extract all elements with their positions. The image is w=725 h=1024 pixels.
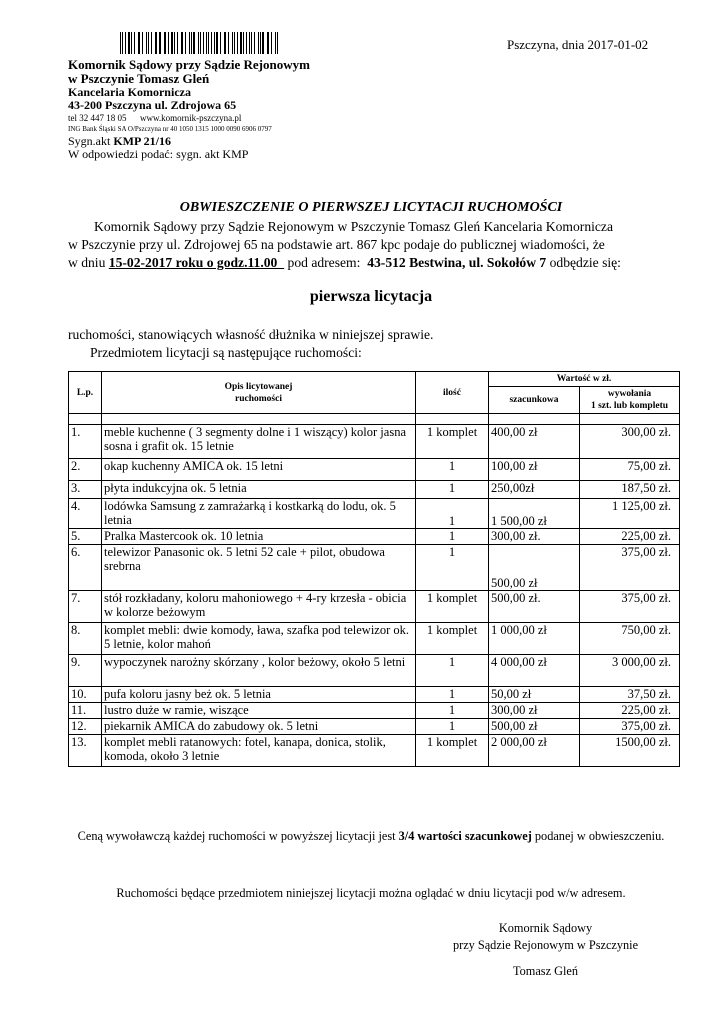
case-prefix: Sygn.akt: [68, 134, 114, 148]
row-number: 11.: [69, 703, 102, 719]
header-estimated: szacunkowa: [489, 387, 580, 414]
viewing-note: Ruchomości będące przedmiotem niniejszej licytacji można oglądać w dniu licytacji pod w/w adresem.: [116, 886, 626, 900]
intro-text: w dniu: [68, 255, 109, 270]
property-line: ruchomości, stanowiących własność dłużnika w niniejszej sprawie.: [68, 327, 434, 342]
signature-name: Tomasz Gleń: [512, 964, 579, 978]
barcode: [120, 32, 280, 54]
row-quantity: 1: [416, 499, 489, 529]
row-quantity: 1: [416, 719, 489, 735]
table-row: [69, 735, 680, 767]
row-estimated-value: 300,00 zł.: [489, 529, 580, 545]
table-row: [69, 687, 680, 703]
row-number: 9.: [69, 655, 102, 687]
table-row: [69, 545, 680, 591]
reply-note: W odpowiedzi podać: sygn. akt KMP: [68, 147, 249, 161]
row-quantity: 1: [416, 545, 489, 591]
row-estimated-value: 250,00zł: [489, 481, 580, 499]
row-number: 4.: [69, 499, 102, 529]
row-quantity: 1: [416, 529, 489, 545]
row-estimated-value: 1 500,00 zł: [489, 499, 580, 529]
header-starting-price-l1: wywołania: [607, 389, 652, 399]
row-starting-price: 37,50 zł.: [580, 687, 680, 703]
row-estimated-value: 4 000,00 zł: [489, 655, 580, 687]
table-row: [69, 425, 680, 459]
signature-block: [443, 920, 648, 954]
table-row: [69, 499, 680, 529]
table-row: [69, 459, 680, 481]
row-starting-price: 375,00 zł.: [580, 719, 680, 735]
auction-date: 15-02-2017 roku o godz.11.00: [108, 255, 285, 270]
row-number: 10.: [69, 687, 102, 703]
row-description: stół rozkładany, koloru mahoniowego + 4-ry krzesła - obicia w kolorze beżowym: [102, 591, 416, 623]
table-row: [69, 481, 680, 499]
row-estimated-value: 2 000,00 zł: [489, 735, 580, 767]
case-number: KMP 21/16: [113, 134, 172, 148]
header-quantity: ilość: [416, 372, 489, 414]
row-number: 7.: [69, 591, 102, 623]
property-paragraph: [68, 326, 433, 362]
row-starting-price: 300,00 zł.: [580, 425, 680, 459]
row-quantity: 1: [416, 687, 489, 703]
row-quantity: 1 komplet: [416, 735, 489, 767]
row-starting-price: 375,00 zł.: [580, 545, 680, 591]
row-description: telewizor Panasonic ok. 5 letni 52 cale + pilot, obudowa srebrna: [102, 545, 416, 591]
table-row: [69, 529, 680, 545]
notice-title: OBWIESZCZENIE O PIERWSZEJ LICYTACJI RUCHOMOŚCI: [179, 200, 563, 215]
row-quantity: 1 komplet: [416, 623, 489, 655]
header-description-l1: Opis licytowanej: [224, 381, 293, 392]
table-row: [69, 719, 680, 735]
intro-line2: w Pszczynie przy ul. Zdrojowej 65 na podstawie art. 867 kpc podaje do publicznej wiadomości, że: [68, 237, 605, 252]
row-estimated-value: 100,00 zł: [489, 459, 580, 481]
table-row: [69, 591, 680, 623]
row-quantity: 1: [416, 655, 489, 687]
row-starting-price: 225,00 zł.: [580, 703, 680, 719]
header-description-l2: ruchomości: [235, 393, 282, 404]
row-estimated-value: 50,00 zł: [489, 687, 580, 703]
row-description: pufa koloru jasny beż ok. 5 letnia: [102, 687, 416, 703]
table-row: [69, 655, 680, 687]
header-starting-price-l2: 1 szt. lub kompletu: [590, 401, 669, 411]
row-quantity: 1: [416, 459, 489, 481]
document-date: Pszczyna, dnia 2017-01-02: [507, 37, 649, 52]
intro-text: pod adresem:: [284, 255, 368, 270]
office-name-line2: w Pszczynie Tomasz Gleń: [68, 71, 210, 86]
row-starting-price: 3 000,00 zł.: [580, 655, 680, 687]
row-quantity: 1: [416, 703, 489, 719]
row-estimated-value: 500,00 zł: [489, 545, 580, 591]
header-starting-price: [580, 387, 680, 414]
row-quantity: 1 komplet: [416, 425, 489, 459]
auction-subtitle: pierwsza licytacja: [309, 288, 433, 305]
price-note: [68, 828, 674, 845]
price-note-emphasis: 3/4 wartości szacunkowej: [398, 829, 532, 843]
row-description: komplet mebli: dwie komody, ława, szafka pod telewizor ok. 5 letnie, kolor mahoń: [102, 623, 416, 655]
header-value: Wartość w zł.: [489, 372, 680, 387]
office-header: [68, 58, 310, 161]
row-starting-price: 75,00 zł.: [580, 459, 680, 481]
row-number: 3.: [69, 481, 102, 499]
row-starting-price: 750,00 zł.: [580, 623, 680, 655]
row-quantity: 1 komplet: [416, 591, 489, 623]
office-bank-account: ING Bank Śląski SA O/Pszczyna nr 40 1050 1315 1000 0090 6906 0797: [68, 125, 272, 133]
auction-address: 43-512 Bestwina, ul. Sokołów 7: [367, 255, 547, 270]
row-number: 13.: [69, 735, 102, 767]
row-description: okap kuchenny AMICA ok. 15 letni: [102, 459, 416, 481]
row-number: 8.: [69, 623, 102, 655]
row-number: 12.: [69, 719, 102, 735]
table-row: [69, 703, 680, 719]
office-contact: tel 32 447 18 05 www.komornik-pszczyna.pl: [68, 113, 242, 123]
row-starting-price: 225,00 zł.: [580, 529, 680, 545]
signature-title: Komornik Sądowy: [498, 921, 593, 935]
office-name-line3: Kancelaria Komornicza: [68, 85, 191, 99]
header-lp: L.p.: [69, 372, 102, 414]
row-estimated-value: 300,00 zł: [489, 703, 580, 719]
intro-text: odbędzie się:: [546, 255, 621, 270]
price-note-text: Ceną wywoławczą każdej ruchomości w powyższej licytacji jest: [77, 829, 399, 843]
items-table-body: [69, 425, 680, 767]
items-table-header: [69, 372, 680, 425]
row-description: płyta indukcyjna ok. 5 letnia: [102, 481, 416, 499]
row-starting-price: 187,50 zł.: [580, 481, 680, 499]
row-estimated-value: 1 000,00 zł: [489, 623, 580, 655]
price-note-text: podanej w obwieszczeniu.: [531, 829, 665, 843]
row-estimated-value: 500,00 zł.: [489, 591, 580, 623]
row-description: komplet mebli ratanowych: fotel, kanapa, donica, stolik, komoda, około 3 letnie: [102, 735, 416, 767]
row-description: piekarnik AMICA do zabudowy ok. 5 letni: [102, 719, 416, 735]
office-name-line1: Komornik Sądowy przy Sądzie Rejonowym: [68, 57, 310, 72]
row-number: 2.: [69, 459, 102, 481]
items-table: [68, 371, 680, 767]
row-number: 1.: [69, 425, 102, 459]
row-quantity: 1: [416, 481, 489, 499]
row-description: lustro duże w ramie, wiszące: [102, 703, 416, 719]
row-description: wypoczynek narożny skórzany , kolor beżowy, około 5 letni: [102, 655, 416, 687]
table-row: [69, 623, 680, 655]
row-description: meble kuchenne ( 3 segmenty dolne i 1 wiszący) kolor jasna sosna i grafit ok. 15 letnie: [102, 425, 416, 459]
row-estimated-value: 400,00 zł: [489, 425, 580, 459]
row-starting-price: 1500,00 zł.: [580, 735, 680, 767]
header-description: [102, 372, 416, 414]
notice-intro: [68, 218, 674, 272]
row-starting-price: 375,00 zł.: [580, 591, 680, 623]
row-estimated-value: 500,00 zł: [489, 719, 580, 735]
row-description: lodówka Samsung z zamrażarką i kostkarką do lodu, ok. 5 letnia: [102, 499, 416, 529]
row-description: Pralka Mastercook ok. 10 letnia: [102, 529, 416, 545]
row-number: 5.: [69, 529, 102, 545]
items-intro-line: Przedmiotem licytacji są następujące ruchomości:: [90, 345, 362, 360]
intro-line3: [68, 254, 674, 272]
signature-court: przy Sądzie Rejonowym w Pszczynie: [452, 938, 639, 952]
row-starting-price: 1 125,00 zł.: [580, 499, 680, 529]
row-number: 6.: [69, 545, 102, 591]
office-address: 43-200 Pszczyna ul. Zdrojowa 65: [68, 98, 237, 112]
intro-line1: Komornik Sądowy przy Sądzie Rejonowym w Pszczynie Tomasz Gleń Kancelaria Komornicza: [94, 219, 613, 234]
